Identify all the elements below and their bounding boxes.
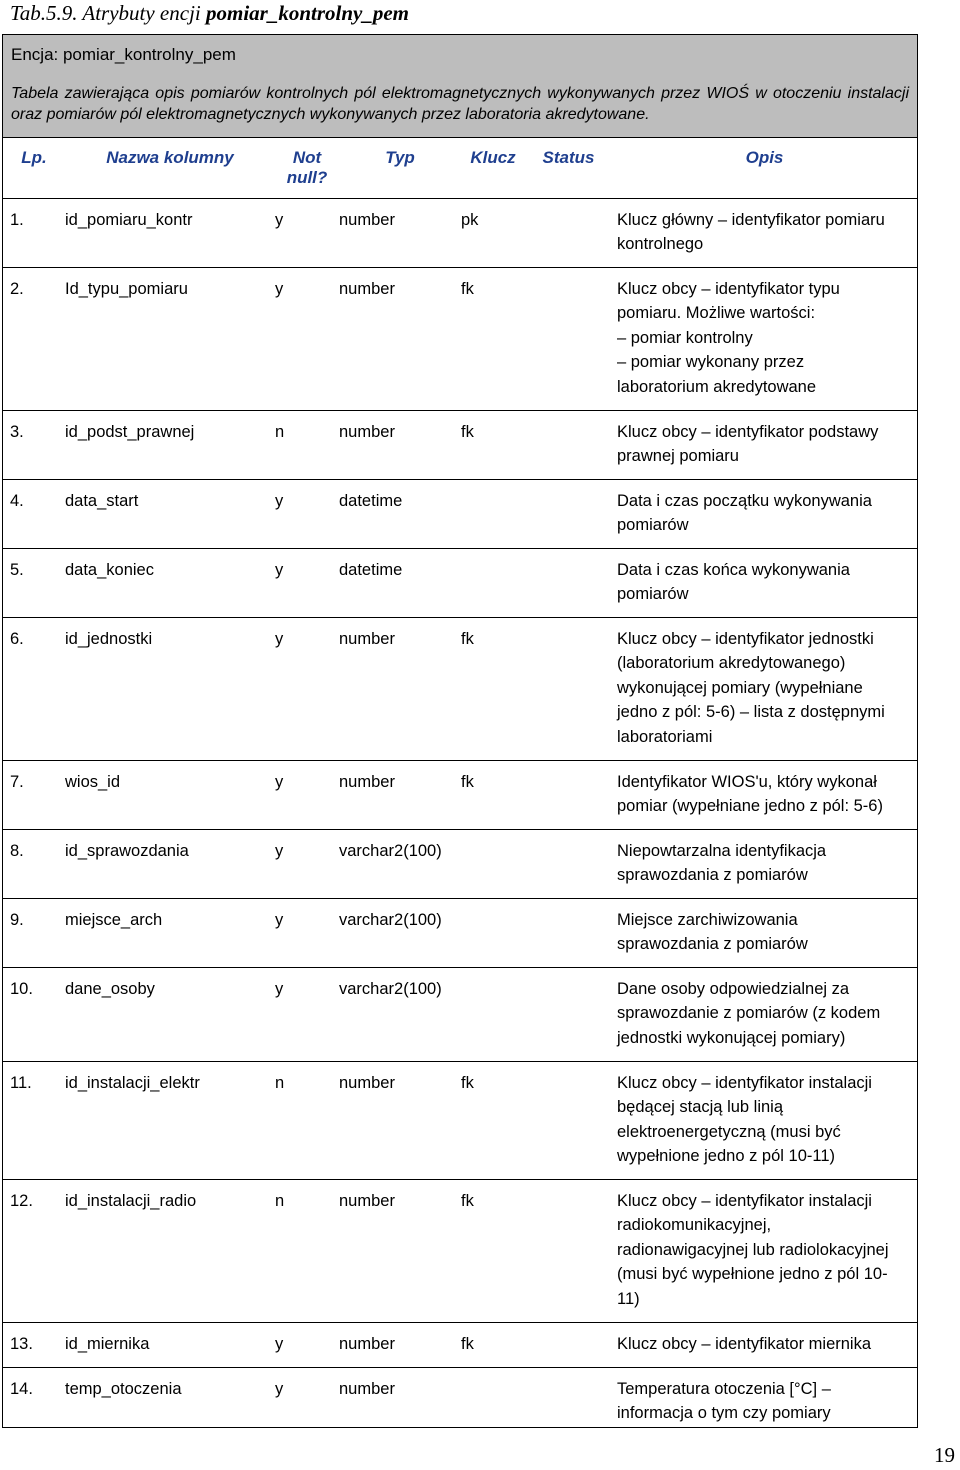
- cell-opis: [612, 1179, 917, 1322]
- opis-line: jedno z pól: 5-6) – lista z dostępnymi: [617, 703, 885, 721]
- col-header-opis: Opis: [745, 148, 784, 167]
- opis-line: Identyfikator WIOS'u, który wykonał: [617, 772, 877, 791]
- col-header-lp: Lp.: [21, 148, 47, 167]
- table-row: [3, 1367, 917, 1427]
- cell-opis: [612, 898, 917, 967]
- caption-prefix: Tab.5.9. Atrybuty encji: [10, 1, 206, 25]
- cell-typ: number: [339, 210, 395, 229]
- cell-notnull: y: [275, 1379, 284, 1398]
- cell-status: [525, 1061, 612, 1179]
- cell-name: id_podst_prawnej: [65, 422, 195, 441]
- opis-line: wykonującej pomiary (wypełniane: [617, 678, 863, 697]
- cell-notnull: y: [275, 210, 284, 229]
- cell-opis: [612, 1322, 917, 1367]
- opis-line: Data i czas końca wykonywania: [617, 560, 850, 579]
- cell-name: Id_typu_pomiaru: [65, 279, 188, 298]
- cell-status: [525, 1367, 612, 1427]
- cell-klucz: fk: [461, 1334, 474, 1353]
- table-row: [3, 1322, 917, 1367]
- cell-notnull: y: [275, 629, 284, 648]
- opis-line: Miejsce zarchiwizowania: [617, 910, 798, 929]
- cell-notnull: y: [275, 979, 284, 998]
- entity-label: Encja: pomiar_kontrolny_pem: [11, 45, 236, 64]
- cell-notnull: n: [275, 1191, 285, 1210]
- cell-notnull: y: [275, 560, 284, 579]
- cell-klucz: pk: [461, 210, 479, 229]
- cell-notnull: y: [275, 279, 284, 298]
- cell-typ: number: [339, 1191, 395, 1210]
- table-row: [3, 267, 917, 410]
- cell-notnull: n: [275, 422, 285, 441]
- cell-klucz: fk: [461, 1073, 474, 1092]
- entity-description: Tabela zawierająca opis pomiarów kontrolnych pól elektromagnetycznych wykonywanych przez WIOŚ w otoczeniu instalacji oraz pomiarów pól elektromagnetycznych wykonywanych przez laboratoria akredytowane.: [11, 85, 909, 123]
- caption-entity: pomiar_kontrolny_pem: [206, 1, 410, 25]
- cell-typ: number: [339, 629, 395, 648]
- cell-typ: number: [339, 422, 395, 441]
- opis-line: informacja o tym czy pomiary: [617, 1404, 831, 1422]
- cell-lp: 5.: [10, 560, 24, 579]
- cell-opis: [612, 1367, 917, 1427]
- cell-opis: [612, 967, 917, 1061]
- opis-line: radionawigacyjnej lub radiolokacyjnej: [617, 1240, 889, 1259]
- opis-line: radiokomunikacyjnej,: [617, 1216, 772, 1234]
- cell-notnull: y: [275, 491, 284, 510]
- cell-klucz: [461, 898, 525, 967]
- cell-name: id_jednostki: [65, 629, 153, 648]
- cell-name: id_instalacji_elektr: [65, 1073, 200, 1092]
- opis-line: Klucz obcy – identyfikator instalacji: [617, 1191, 872, 1210]
- cell-lp: 13.: [10, 1334, 33, 1353]
- cell-typ: varchar2(100): [339, 979, 442, 998]
- table-row: [3, 1179, 917, 1322]
- cell-notnull: y: [275, 1334, 284, 1353]
- cell-opis: [612, 548, 917, 617]
- opis-line: Klucz obcy – identyfikator typu: [617, 279, 840, 298]
- cell-lp: 11.: [10, 1073, 32, 1092]
- cell-klucz: fk: [461, 1191, 474, 1210]
- cell-status: [525, 1322, 612, 1367]
- cell-notnull: y: [275, 772, 284, 791]
- cell-status: [525, 198, 612, 267]
- table-row: [3, 410, 917, 479]
- cell-status: [525, 1179, 612, 1322]
- opis-line: Klucz obcy – identyfikator miernika: [617, 1334, 872, 1353]
- cell-name: temp_otoczenia: [65, 1379, 182, 1398]
- table-row: [3, 617, 917, 760]
- cell-status: [525, 617, 612, 760]
- opis-line: Klucz obcy – identyfikator jednostki: [617, 629, 874, 648]
- opis-line: pomiar (wypełniane jedno z pól: 5-6): [617, 797, 883, 815]
- cell-klucz: [461, 829, 525, 898]
- cell-name: dane_osoby: [65, 979, 155, 998]
- cell-opis: [612, 479, 917, 548]
- opis-line: Niepowtarzalna identyfikacja: [617, 841, 827, 860]
- col-header-klucz: Klucz: [470, 148, 516, 167]
- cell-typ: number: [339, 279, 395, 298]
- cell-lp: 6.: [10, 629, 24, 648]
- opis-line: pomiaru. Możliwe wartości:: [617, 304, 816, 322]
- cell-status: [525, 267, 612, 410]
- col-header-name: Nazwa kolumny: [106, 148, 234, 167]
- table-row: [3, 198, 917, 267]
- cell-klucz: [461, 967, 525, 1061]
- cell-opis: [612, 829, 917, 898]
- opis-line: Klucz główny – identyfikator pomiaru: [617, 210, 885, 229]
- col-header-notnull: Not null?: [286, 148, 328, 187]
- cell-typ: varchar2(100): [339, 910, 442, 929]
- attributes-table: [3, 138, 917, 1427]
- cell-lp: 8.: [10, 841, 24, 860]
- cell-opis: [612, 267, 917, 410]
- col-header-typ: Typ: [385, 148, 415, 167]
- opis-line: sprawozdania z pomiarów: [617, 866, 808, 884]
- cell-typ: number: [339, 1073, 395, 1092]
- cell-klucz: fk: [461, 629, 474, 648]
- cell-typ: number: [339, 1379, 395, 1398]
- cell-opis: [612, 410, 917, 479]
- opis-line: kontrolnego: [617, 235, 704, 253]
- cell-opis: [612, 198, 917, 267]
- cell-status: [525, 548, 612, 617]
- opis-line: 11): [617, 1289, 640, 1308]
- cell-klucz: [461, 479, 525, 548]
- page-number: 19: [934, 1443, 955, 1467]
- opis-line: laboratorium akredytowane: [617, 377, 817, 396]
- opis-line: pomiarów: [617, 585, 689, 603]
- cell-lp: 1.: [10, 210, 24, 229]
- table-caption: [10, 0, 409, 26]
- cell-status: [525, 967, 612, 1061]
- cell-name: data_start: [65, 491, 139, 510]
- opis-line: – pomiar kontrolny: [617, 328, 753, 347]
- table-header-row: [3, 138, 917, 198]
- cell-klucz: [461, 548, 525, 617]
- cell-name: data_koniec: [65, 560, 154, 579]
- entity-header: [3, 35, 917, 138]
- opis-line: prawnej pomiaru: [617, 447, 739, 465]
- cell-lp: 14.: [10, 1379, 33, 1398]
- cell-lp: 4.: [10, 491, 24, 510]
- cell-status: [525, 829, 612, 898]
- entity-table-frame: [2, 34, 918, 1428]
- cell-lp: 3.: [10, 422, 24, 441]
- table-row: [3, 1061, 917, 1179]
- opis-line: sprawozdania z pomiarów: [617, 935, 808, 953]
- table-row: [3, 829, 917, 898]
- cell-name: id_instalacji_radio: [65, 1191, 197, 1210]
- opis-line: będącej stacją lub linią: [617, 1098, 784, 1116]
- cell-notnull: y: [275, 841, 284, 860]
- cell-opis: [612, 617, 917, 760]
- cell-notnull: y: [275, 910, 284, 929]
- cell-typ: number: [339, 1334, 395, 1353]
- cell-status: [525, 760, 612, 829]
- opis-line: pomiarów: [617, 516, 689, 534]
- opis-line: jednostki wykonującej pomiary): [617, 1028, 846, 1047]
- cell-name: id_sprawozdania: [65, 841, 189, 860]
- cell-typ: varchar2(100): [339, 841, 442, 860]
- table-row: [3, 479, 917, 548]
- table-row: [3, 548, 917, 617]
- cell-status: [525, 898, 612, 967]
- cell-name: wios_id: [65, 772, 121, 791]
- table-row: [3, 898, 917, 967]
- opis-line: Klucz obcy – identyfikator instalacji: [617, 1073, 872, 1092]
- cell-klucz: fk: [461, 279, 474, 298]
- cell-name: id_pomiaru_kontr: [65, 210, 193, 229]
- cell-lp: 7.: [10, 772, 24, 791]
- cell-name: id_miernika: [65, 1334, 150, 1353]
- opis-line: (musi być wypełnione jedno z pól 10-: [617, 1265, 888, 1283]
- opis-line: (laboratorium akredytowanego): [617, 654, 846, 672]
- cell-notnull: n: [275, 1073, 285, 1092]
- opis-line: – pomiar wykonany przez: [617, 353, 805, 371]
- col-header-status: Status: [542, 148, 595, 167]
- opis-line: Klucz obcy – identyfikator podstawy: [617, 422, 879, 441]
- cell-klucz: [461, 1367, 525, 1427]
- cell-lp: 10.: [10, 979, 33, 998]
- opis-line: Temperatura otoczenia [°C] –: [617, 1379, 831, 1398]
- cell-lp: 2.: [10, 279, 24, 298]
- table-body: [3, 198, 917, 1427]
- cell-klucz: fk: [461, 772, 474, 791]
- opis-line: laboratoriami: [617, 727, 713, 746]
- cell-opis: [612, 1061, 917, 1179]
- cell-typ: datetime: [339, 560, 403, 579]
- cell-typ: datetime: [339, 491, 403, 510]
- opis-line: Dane osoby odpowiedzialnej za: [617, 979, 850, 998]
- opis-line: sprawozdanie z pomiarów (z kodem: [617, 1004, 881, 1022]
- cell-klucz: fk: [461, 422, 474, 441]
- table-row: [3, 760, 917, 829]
- cell-lp: 12.: [10, 1191, 33, 1210]
- cell-typ: number: [339, 772, 395, 791]
- cell-name: miejsce_arch: [65, 910, 163, 929]
- table-row: [3, 967, 917, 1061]
- cell-status: [525, 410, 612, 479]
- cell-opis: [612, 760, 917, 829]
- opis-line: elektroenergetyczną (musi być: [617, 1122, 841, 1141]
- cell-lp: 9.: [10, 910, 24, 929]
- cell-status: [525, 479, 612, 548]
- opis-line: wypełnione jedno z pól 10-11): [617, 1147, 836, 1165]
- opis-line: Data i czas początku wykonywania: [617, 491, 872, 510]
